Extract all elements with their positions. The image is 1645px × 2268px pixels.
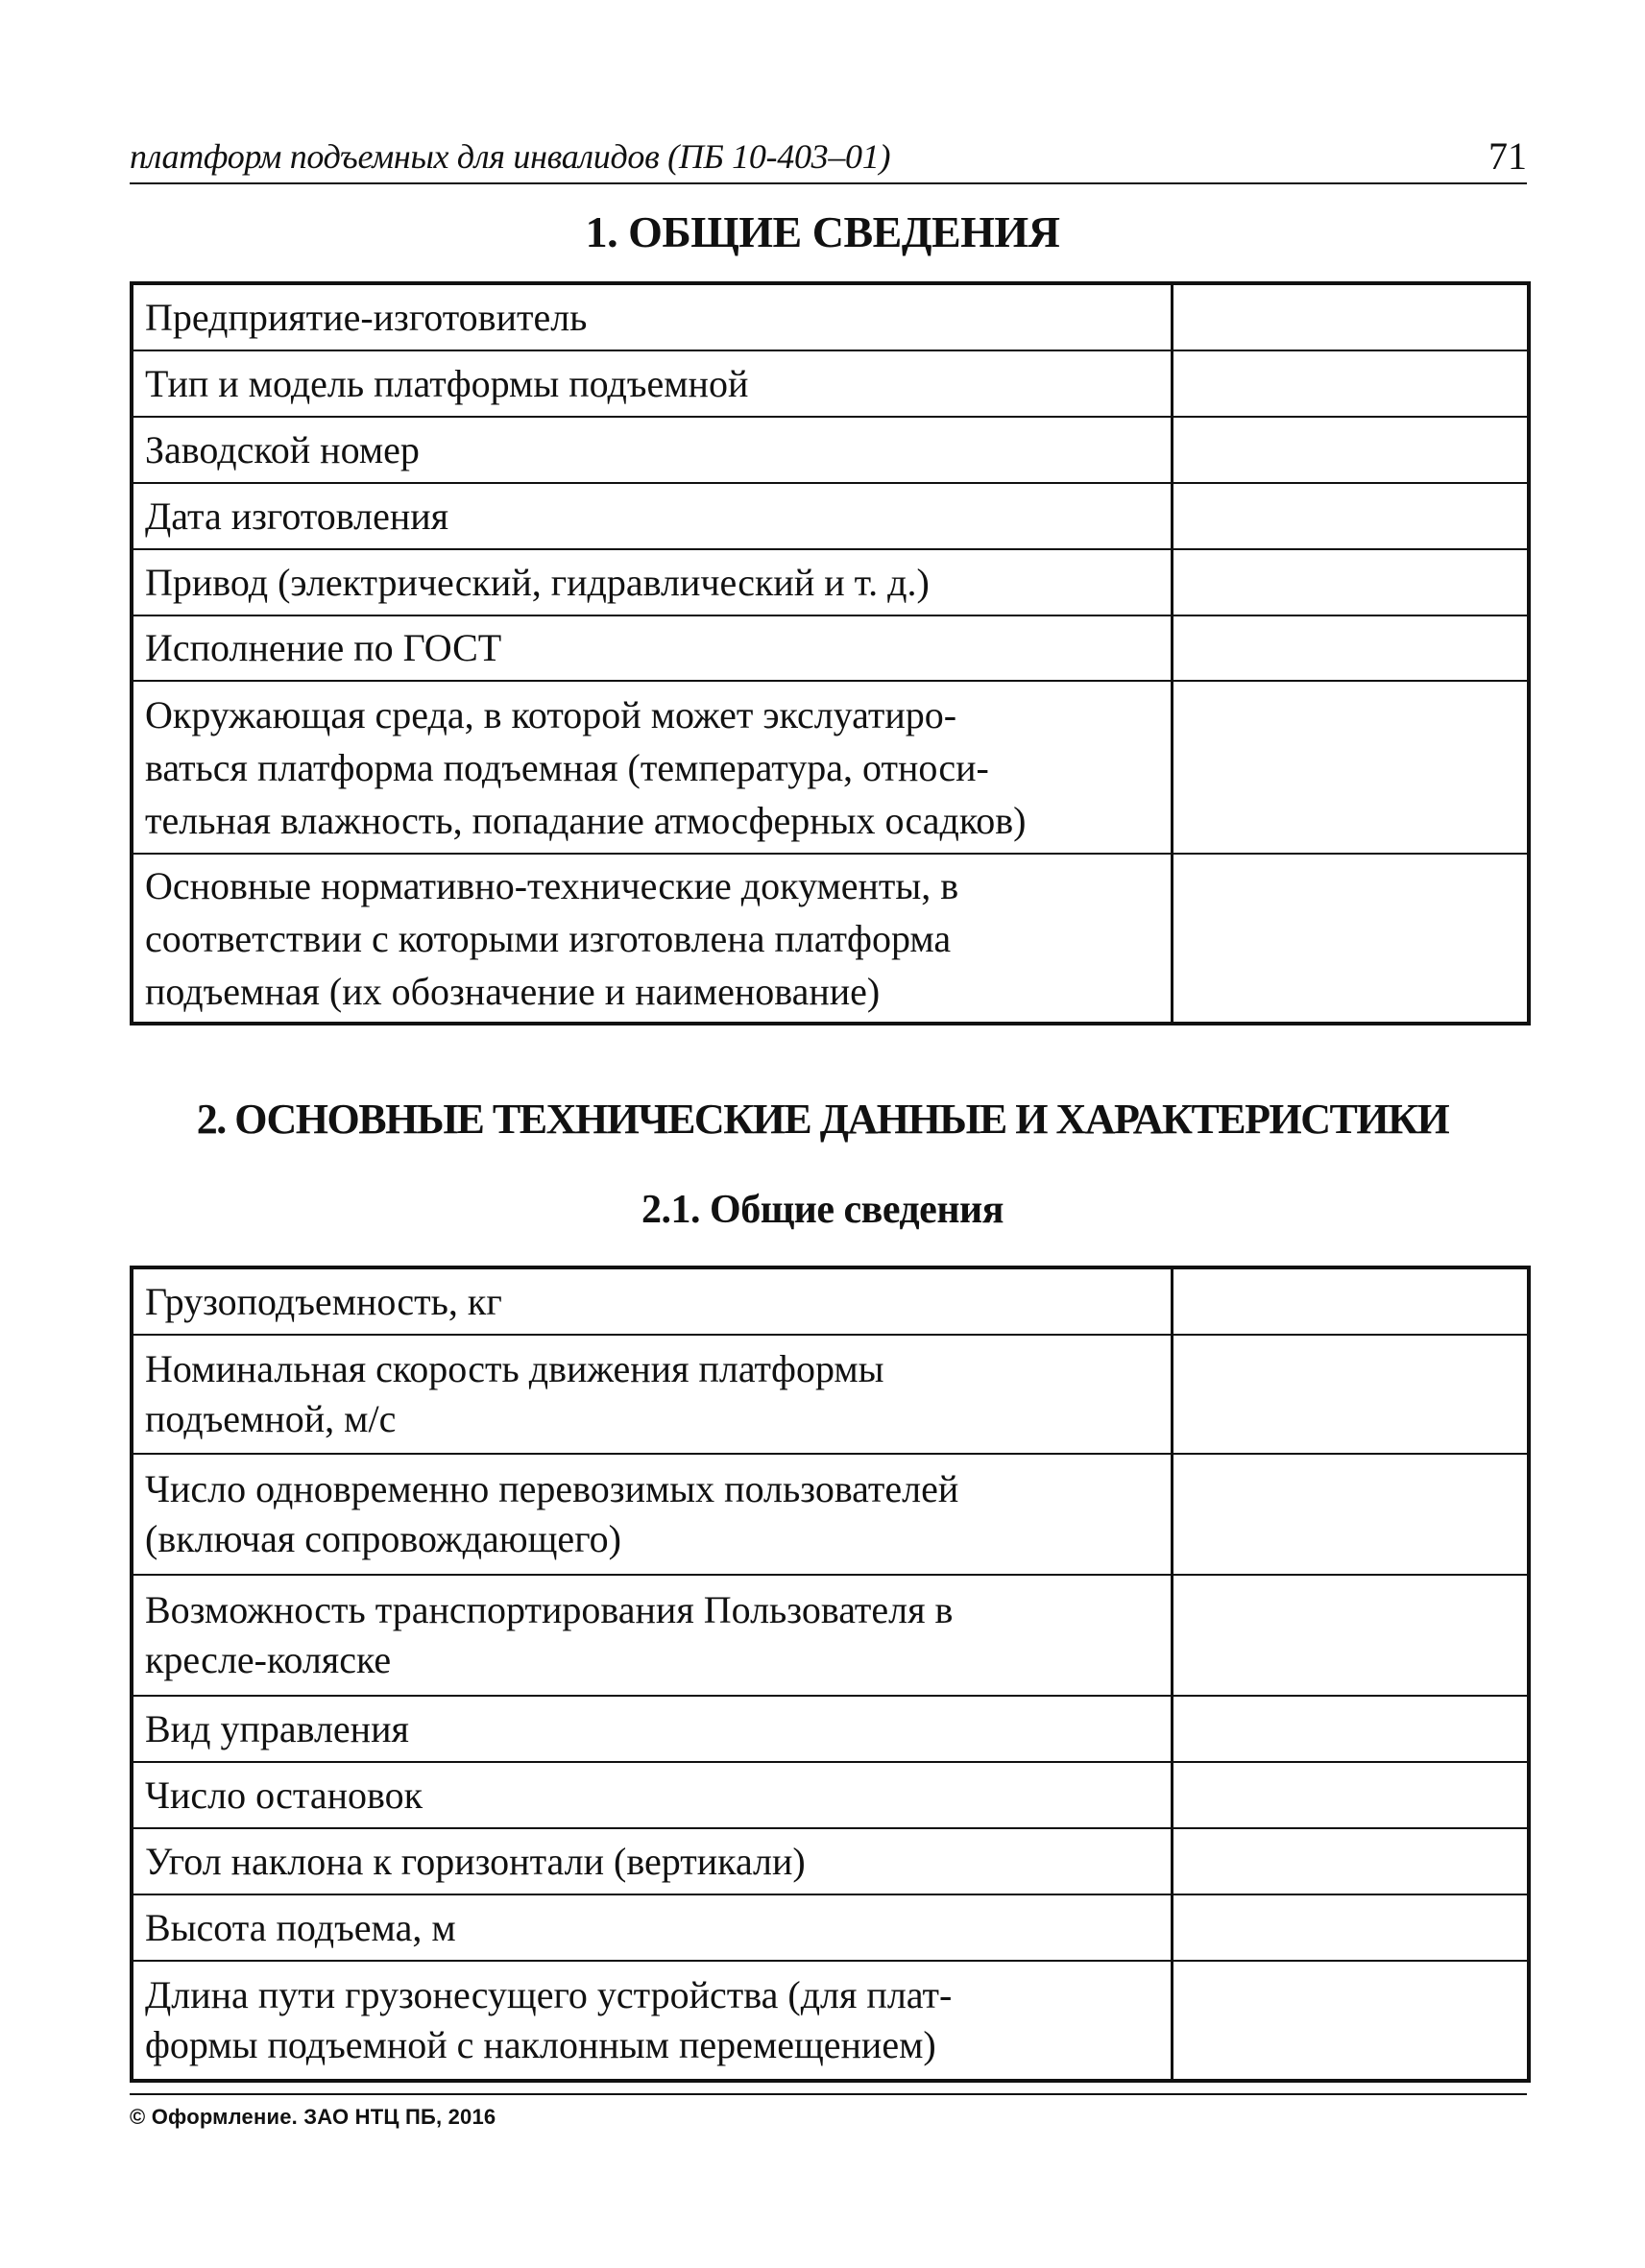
- row-label-line: Длина пути грузонесущего устройства (для плат-: [145, 1973, 953, 2016]
- technical-data-table: [130, 1266, 1531, 2083]
- footer-copyright: © Оформление. ЗАО НТЦ ПБ, 2016: [130, 2105, 496, 2129]
- row-label: Привод (электрический, гидравлический и т. д.): [132, 549, 1172, 615]
- footer-divider: [130, 2093, 1527, 2095]
- row-value-cell[interactable]: [1172, 283, 1529, 350]
- table-row: [132, 1454, 1529, 1575]
- row-label: Заводской номер: [132, 417, 1172, 483]
- row-label-line: (включая сопровождающего): [145, 1517, 621, 1560]
- table-row: [132, 1762, 1529, 1828]
- row-label: Число остановок: [132, 1762, 1172, 1828]
- row-value-cell[interactable]: [1172, 1961, 1529, 2081]
- section-1-title: 1. ОБЩИЕ СВЕДЕНИЯ: [585, 207, 1060, 256]
- row-value-cell[interactable]: [1172, 854, 1529, 1024]
- row-value-cell[interactable]: [1172, 417, 1529, 483]
- table-row: [132, 283, 1529, 350]
- row-label: [132, 854, 1172, 1024]
- table-row: [132, 483, 1529, 549]
- row-label: Дата изготовления: [132, 483, 1172, 549]
- row-label: [132, 1454, 1172, 1575]
- table-row: [132, 350, 1529, 417]
- row-label: [132, 1335, 1172, 1454]
- row-label-line: тельная влажность, попадание атмосферных осадков): [145, 798, 1027, 842]
- row-label: Тип и модель платформы подъемной: [132, 350, 1172, 417]
- table-row: [132, 1894, 1529, 1961]
- row-label-line: подъемная (их обозначение и наименование): [145, 969, 881, 1013]
- row-label-line: соответствии с которыми изготовлена платформа: [145, 916, 952, 960]
- row-value-cell[interactable]: [1172, 549, 1529, 615]
- row-value-cell[interactable]: [1172, 1335, 1529, 1454]
- table-row: [132, 1267, 1529, 1335]
- section-2-title: 2. ОСНОВНЫЕ ТЕХНИЧЕСКИЕ ДАННЫЕ И ХАРАКТЕРИСТИКИ: [196, 1096, 1449, 1143]
- table-row: [132, 1335, 1529, 1454]
- row-label-line: Возможность транспортирования Пользователя в: [145, 1588, 954, 1631]
- row-value-cell[interactable]: [1172, 1894, 1529, 1961]
- row-value-cell[interactable]: [1172, 483, 1529, 549]
- row-value-cell[interactable]: [1172, 350, 1529, 417]
- page-number: 71: [1488, 134, 1527, 178]
- row-value-cell[interactable]: [1172, 1828, 1529, 1894]
- row-label: Вид управления: [132, 1696, 1172, 1762]
- table-row: [132, 1575, 1529, 1696]
- row-label-line: Номинальная скорость движения платформы: [145, 1347, 884, 1390]
- table-row: [132, 854, 1529, 1024]
- table-row: [132, 1828, 1529, 1894]
- row-label-line: подъемной, м/с: [145, 1397, 397, 1440]
- table-row: [132, 417, 1529, 483]
- row-label: Исполнение по ГОСТ: [132, 615, 1172, 681]
- row-value-cell[interactable]: [1172, 1575, 1529, 1696]
- row-value-cell[interactable]: [1172, 1696, 1529, 1762]
- row-label: [132, 1961, 1172, 2081]
- row-label: [132, 1575, 1172, 1696]
- row-value-cell[interactable]: [1172, 1762, 1529, 1828]
- table-row: [132, 1961, 1529, 2081]
- row-value-cell[interactable]: [1172, 1454, 1529, 1575]
- running-header: [130, 133, 1527, 184]
- row-value-cell[interactable]: [1172, 681, 1529, 854]
- table-row: [132, 1696, 1529, 1762]
- general-info-table: [130, 281, 1531, 1025]
- row-value-cell[interactable]: [1172, 1267, 1529, 1335]
- row-label: Высота подъема, м: [132, 1894, 1172, 1961]
- row-label-line: Основные нормативно-технические документы, в: [145, 863, 959, 907]
- table-row: [132, 615, 1529, 681]
- row-label-line: Число одновременно перевозимых пользователей: [145, 1467, 959, 1510]
- row-label-line: кресле-коляске: [145, 1638, 392, 1681]
- table-row: [132, 549, 1529, 615]
- row-label-line: Окружающая среда, в которой может экслуатиро-: [145, 692, 957, 736]
- row-label-line: формы подъемной с наклонным перемещением): [145, 2023, 936, 2066]
- row-label: Угол наклона к горизонтали (вертикали): [132, 1828, 1172, 1894]
- row-label-line: ваться платформа подъемная (температура, относи-: [145, 745, 989, 789]
- row-label: Грузоподъемность, кг: [132, 1267, 1172, 1335]
- section-2-1-title: 2.1. Общие сведения: [641, 1188, 1004, 1232]
- running-title: платформ подъемных для инвалидов (ПБ 10-403–01): [130, 137, 891, 176]
- table-row: [132, 681, 1529, 854]
- row-value-cell[interactable]: [1172, 615, 1529, 681]
- row-label: Предприятие-изготовитель: [132, 283, 1172, 350]
- row-label: [132, 681, 1172, 854]
